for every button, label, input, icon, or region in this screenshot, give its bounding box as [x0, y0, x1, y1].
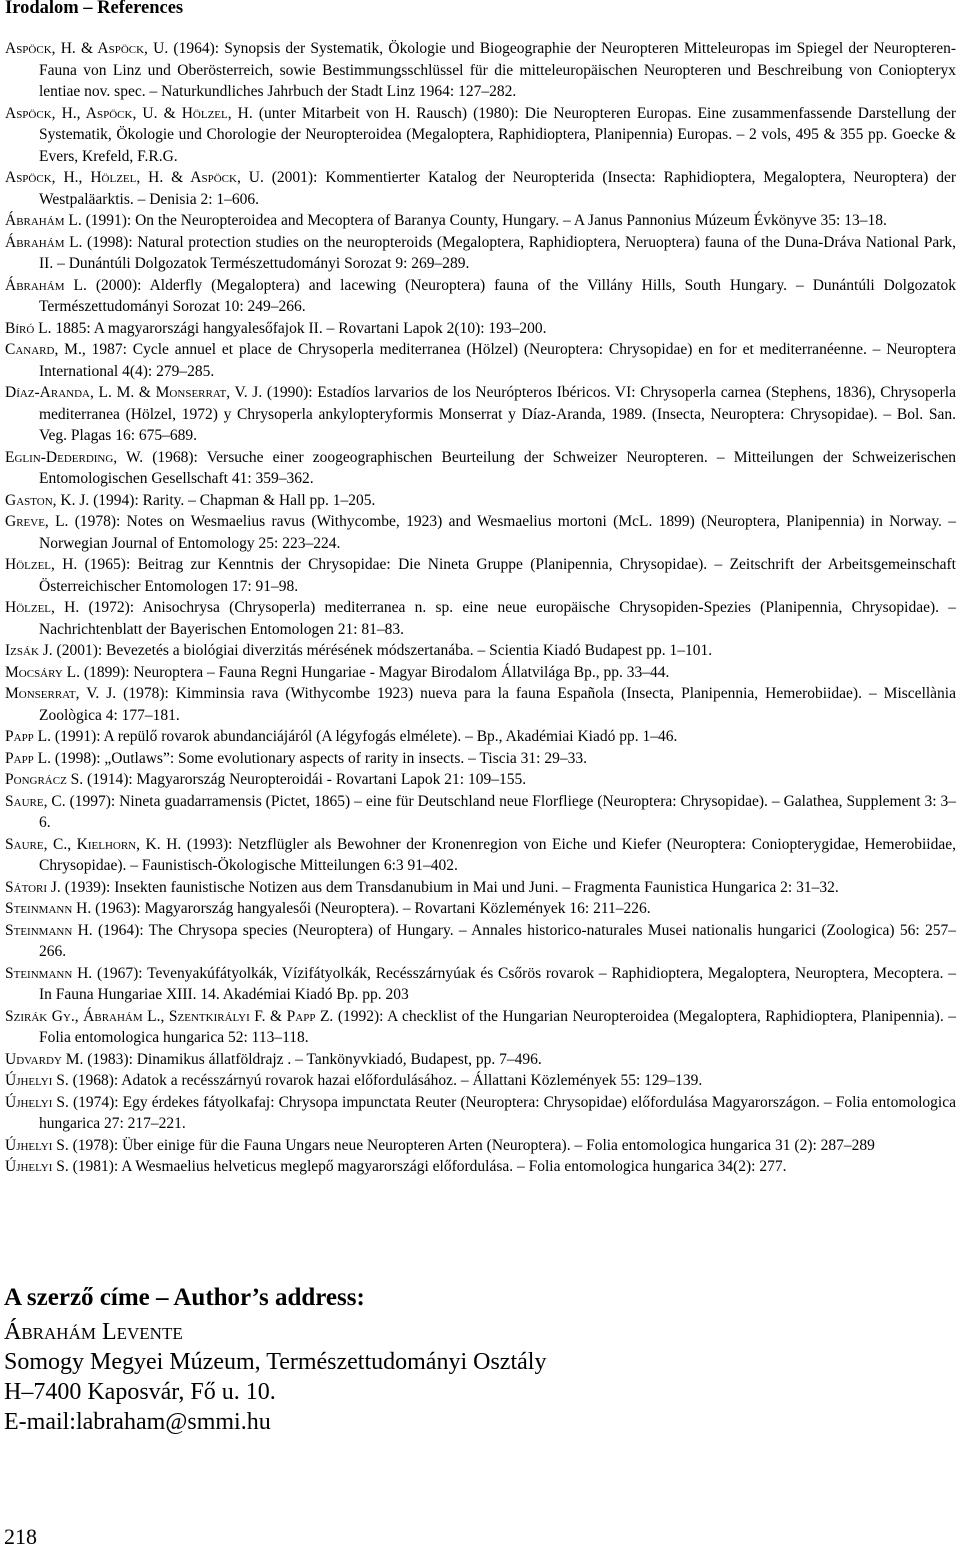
reference-item: [5, 1049, 956, 1071]
reference-item: [5, 511, 956, 554]
reference-author: Papp L.: [5, 749, 52, 767]
reference-author: Bíró L.: [5, 319, 52, 337]
reference-item: [5, 1092, 956, 1135]
reference-text: (1993): Netzflügler als Bewohner der Kronenregion von Eiche und Kiefer (Neuroptera: Coniopterygidae, Hemerobiidae, Chrysopidae). – Faunistisch-Ökologische Mitteilungen 6:3 91–402.: [39, 835, 956, 874]
reference-item: [5, 103, 956, 168]
reference-item: [5, 726, 956, 748]
reference-text: (1965): Beitrag zur Kenntnis der Chrysopidae: Die Nineta Gruppe (Planipennia, Chrysopidae). – Zeitschrift der Arbeitsgemeinschaft Österreichischer Entomologen 17: 91–98.: [39, 556, 956, 595]
reference-author: Újhelyi S.: [5, 1158, 69, 1175]
reference-item: [5, 920, 956, 963]
reference-item: [5, 382, 956, 447]
author-email: E-mail:labraham@smmi.hu: [4, 1409, 271, 1435]
reference-author: Újhelyi S.: [5, 1093, 69, 1111]
reference-text: (1964): Synopsis der Systematik, Ökologie und Biogeographie der Neuropteren Mitteleuropas im Spiegel der Neuropteren-Fauna von Linz und Oberösterreich, sowie Bestimmungsschlüssel für die mitteleuropäischen Neuropteren und Beschreibung von Coniopteryx lentiae nov. spec. – Naturkundliches Jahrbuch der Stadt Linz 1964: 127–282.: [39, 40, 956, 100]
reference-item: [5, 38, 956, 103]
section-title: Irodalom – References: [5, 0, 184, 18]
reference-author: Udvardy M.: [5, 1050, 84, 1068]
reference-author: Aspöck, H. & Aspöck, U.: [5, 40, 169, 57]
reference-text: (1998): „Outlaws”: Some evolutionary aspects of rarity in insects. – Tiscia 31: 29–33.: [51, 749, 587, 767]
reference-author: Sátori J.: [5, 878, 61, 896]
reference-author: Saure, C.: [5, 792, 66, 810]
reference-text: (1968): Versuche einer zoogeographischen Beurteilung der Schweizer Neuropteren. – Mitteilungen der Schweizerischen Entomologischen Gesellschaft 41: 359–362.: [39, 448, 956, 487]
reference-text: (1992): A checklist of the Hungarian Neuropteroidea (Megaloptera, Raphidioptera, Planipennia). – Folia entomologica hungarica 52: 113–118.: [39, 1007, 956, 1046]
reference-item: [5, 683, 956, 726]
reference-item: [5, 167, 956, 210]
reference-item: [5, 490, 956, 512]
reference-author: Greve, L.: [5, 513, 69, 530]
reference-item: [5, 769, 956, 791]
reference-author: Gaston, K. J.: [5, 491, 90, 509]
reference-text: (2000): Alderfly (Megaloptera) and lacewing (Neuroptera) fauna of the Villány Hills, South Hungary. – Dunántúli Dolgozatok Természettudományi Sorozat 10: 249–266.: [39, 276, 956, 315]
reference-item: [5, 1070, 956, 1092]
reference-text: (1978): Notes on Wesmaelius ravus (Withycombe, 1923) and Wesmaelius mortoni (McL. 1899) (Neuroptera, Planipennia) in Norway. – Norwegian Journal of Entomology 25: 223–224.: [39, 513, 956, 552]
reference-item: [5, 1135, 956, 1157]
reference-text: (unter Mitarbeit von H. Rausch) (1980): Die Neuropteren Europas. Eine zusammenfassende Darstellung der Systematik, Ökologie und Chorologie der Neuropteroidea (Megaloptera, Raphidioptera, Planipennia) Europas. – 2 vols, 495 & 355 pp. Goecke & Evers, Krefeld, F.R.G.: [39, 104, 956, 165]
reference-text: (1914): Magyarország Neuropteroidái - Rovartani Lapok 21: 109–155.: [83, 771, 527, 788]
reference-text: (2001): Bevezetés a biológiai diverzitás mérésének módszertanába. – Scientia Kiadó Budapest pp. 1–101.: [52, 642, 713, 659]
reference-text: (1978): Kimminsia rava (Withycombe 1923) nueva para la fauna Española (Insecta, Planipennia, Hemerobiidae). – Miscellània Zoològica 4: 177–181.: [39, 685, 956, 724]
reference-author: Szirák Gy., Ábrahám L., Szentkirályi F. & Papp Z.: [5, 1007, 334, 1025]
reference-item: [5, 232, 956, 275]
reference-text: (1981): A Wesmaelius helveticus meglepő magyarországi előfordulása. – Folia entomologica hungarica 34(2): 277.: [68, 1158, 787, 1175]
reference-text: (1963): Magyarország hangyalesői (Neuroptera). – Rovartani Közlemények 16: 211–226.: [91, 900, 651, 917]
reference-author: Újhelyi S.: [5, 1136, 69, 1154]
reference-text: (1998): Natural protection studies on the neuropteroids (Megaloptera, Raphidioptera, Neruoptera) fauna of the Duna-Dráva National Park, II. – Dunántúli Dolgozatok Természettudományi Sorozat 9: 269–289.: [39, 233, 956, 272]
reference-item: [5, 898, 956, 920]
reference-text: (1990): Estadíos larvarios de los Neurópteros Ibéricos. VI: Chrysoperla carnea (Stephens, 1836), Chrysoperla mediterranea (Hölzel, 1972) y Chrysoperla ankylopteryformis Monserrat y Díaz-Aranda, 1989. (Insecta, Neuroptera: Chrysopidae). – Bol. San. Veg. Plagas 16: 675–689.: [39, 384, 956, 444]
reference-author: Monserrat, V. J.: [5, 685, 117, 702]
reference-item: [5, 275, 956, 318]
reference-text: (1899): Neuroptera – Fauna Regni Hungariae - Magyar Birodalom Állatvilága Bp., pp. 33–44.: [80, 663, 670, 681]
reference-text: (1997): Nineta guadarramensis (Pictet, 1865) – eine für Deutschland neue Florfliege (Neuroptera: Chrysopidae). – Galathea, Supplement 3: 3–6.: [39, 792, 957, 831]
reference-item: [5, 1006, 956, 1049]
reference-text: (1967): Tevenyakúfátyolkák, Vízifátyolkák, Recésszárnyúak és Csőrös rovarok – Raphidioptera, Megaloptera, Neuroptera, Mecoptera. – In Fauna Hungariae XIII. 14. Akadémiai Kiadó Bp. pp. 203: [39, 964, 956, 1003]
reference-author: Ábrahám L.: [5, 276, 87, 294]
page-number: 218: [4, 1524, 37, 1549]
reference-text: (1972): Anisochrysa (Chrysoperla) mediterranea n. sp. eine neue europäische Chrysopiden-Spezies (Planipennia, Chrysopidae). – Nachrichtenblatt der Bayerischen Entomologen 21: 81–83.: [39, 599, 956, 638]
author-city: H–7400 Kaposvár, Fő u. 10.: [4, 1379, 276, 1405]
reference-text: (1991): A repülő rovarok abundanciájáról (A légyfogás elmélete). – Bp., Akadémiai Kiadó pp. 1–46.: [51, 728, 678, 745]
reference-item: [5, 791, 956, 834]
reference-author: Saure, C., Kielhorn, K. H.: [5, 835, 182, 853]
author-address-title: A szerző címe – Author’s address:: [4, 1284, 365, 1311]
reference-author: Aspöck, H., Hölzel, H. & Aspöck, U.: [5, 169, 264, 186]
reference-text: , 1987: Cycle annuel et place de Chrysoperla mediterranea (Hölzel) (Neuroptera: Chrysopidae) en for et mediterranéenne. – Neuroptera International 4(4): 279–285.: [39, 341, 957, 380]
reference-item: [5, 210, 956, 232]
reference-item: [5, 1156, 956, 1178]
reference-text: 1885: A magyarországi hangyalesőfajok II. – Rovartani Lapok 2(10): 193–200.: [51, 319, 547, 337]
reference-author: Újhelyi S.: [5, 1072, 69, 1089]
reference-item: [5, 748, 956, 770]
reference-author: Pongrácz S.: [5, 771, 84, 788]
reference-item: [5, 318, 956, 340]
reference-item: [5, 963, 956, 1006]
reference-text: (1964): The Chrysopa species (Neuroptera) of Hungary. – Annales historico-naturales Musei nationalis hungarici (Zoologica) 56: 257–266.: [39, 921, 956, 960]
reference-item: [5, 834, 956, 877]
reference-text: (1974): Egy érdekes fátyolkafaj: Chrysopa impunctata Reuter (Neuroptera: Chrysopidae) előfordulása Magyarországon. – Folia entomologica hungarica 27: 217–221.: [39, 1093, 957, 1132]
reference-author: Díaz-Aranda, L. M. & Monserrat, V. J.: [5, 384, 263, 401]
reference-item: [5, 877, 956, 899]
author-address: [4, 1317, 546, 1437]
reference-text: (1978): Über einige für die Fauna Ungars neue Neuropteren Arten (Neuroptera). – Folia entomologica hungarica 31 (2): 287–289: [68, 1136, 875, 1154]
reference-author: Steinmann H.: [5, 900, 92, 917]
reference-author: Mocsáry L.: [5, 663, 81, 681]
reference-author: Hölzel, H.: [5, 599, 80, 616]
reference-item: [5, 597, 956, 640]
reference-list: [5, 38, 956, 1178]
reference-author: Hölzel, H.: [5, 556, 78, 573]
reference-author: Papp L.: [5, 728, 52, 745]
reference-item: [5, 554, 956, 597]
author-name: Ábrahám Levente: [4, 1319, 183, 1345]
reference-author: Eglin-Dederding, W.: [5, 448, 144, 466]
reference-author: Aspöck, H., Aspöck, U. & Hölzel, H.: [5, 104, 253, 122]
reference-item: [5, 640, 956, 662]
reference-author: Canard, M.: [5, 341, 82, 358]
reference-author: Izsák J.: [5, 642, 53, 659]
reference-text: (2001): Kommentierter Katalog der Neuropterida (Insecta: Raphidioptera, Megaloptera, Neuroptera) der Westpaläarktis. – Denisia 2: 1–606.: [39, 169, 956, 208]
reference-author: Steinmann H.: [5, 964, 93, 982]
reference-author: Steinmann H.: [5, 921, 93, 939]
reference-text: (1939): Insekten faunistische Notizen aus dem Transdanubium in Mai und Juni. – Fragmenta Faunistica Hungarica 2: 31–32.: [60, 878, 839, 896]
reference-item: [5, 662, 956, 684]
reference-text: (1968): Adatok a recésszárnyú rovarok hazai előfordulásához. – Állattani Közlemények 55: 129–139.: [68, 1072, 703, 1089]
author-institution: Somogy Megyei Múzeum, Természettudományi Osztály: [4, 1349, 547, 1375]
reference-text: (1994): Rarity. – Chapman & Hall pp. 1–205.: [89, 491, 376, 509]
reference-author: Ábrahám L.: [5, 212, 82, 229]
reference-author: Ábrahám L.: [5, 233, 83, 251]
reference-item: [5, 447, 956, 490]
reference-text: (1983): Dinamikus állatföldrajz . – Tankönyvkiadó, Budapest, pp. 7–496.: [83, 1050, 542, 1068]
reference-text: (1991): On the Neuropteroidea and Mecoptera of Baranya County, Hungary. – A Janus Pannonius Múzeum Évkönyve 35: 13–18.: [81, 212, 887, 229]
reference-item: [5, 339, 956, 382]
